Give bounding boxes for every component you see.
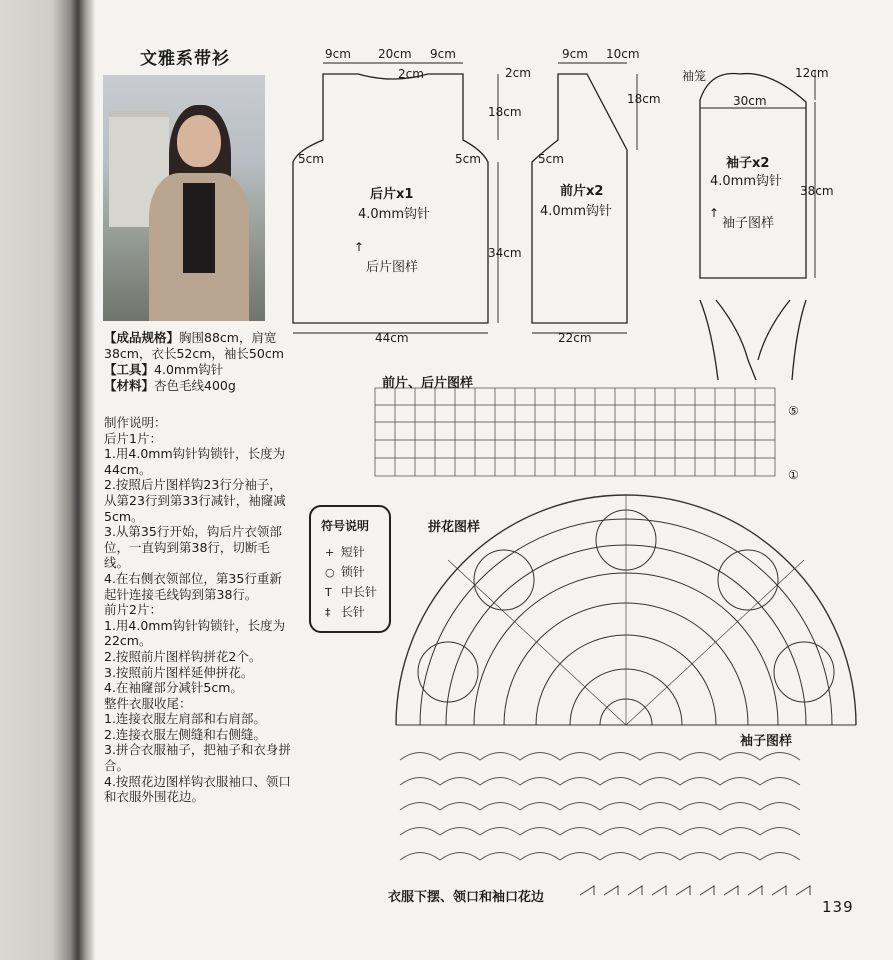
instruction-line: 3.按照前片图样延伸拼花。 [104, 664, 254, 680]
legend-item: + 短针 [325, 545, 365, 559]
double-crochet-icon: ‡ [325, 606, 331, 619]
instruction-line: 4.按照花边图样钩衣服袖口、领口和衣服外围花边。 [104, 773, 291, 805]
sleeve-piece-name: 袖子x2 [726, 156, 770, 171]
instructions-heading: 制作说明： [104, 415, 167, 430]
dim-label: 44cm [375, 331, 409, 345]
instruction-line: 前片2片： [104, 602, 162, 618]
material-text: 杏色毛线400g [154, 378, 236, 393]
dim-label: 38cm [800, 184, 834, 198]
size-label: 【成品规格】 [104, 330, 180, 345]
body-stitch-chart [375, 388, 775, 476]
dim-label: 18cm [627, 92, 661, 106]
dim-label: 2cm [398, 67, 424, 81]
tools-text: 4.0mm钩针 [154, 362, 224, 377]
body-chart-title: 前片、后片图样 [382, 376, 474, 391]
edging-chart [580, 886, 810, 895]
dim-label: 18cm [488, 105, 522, 119]
dim-label: 5cm [455, 152, 481, 166]
instruction-line: 整件衣服收尾： [104, 695, 192, 711]
sleeve-chart-title: 袖子图样 [740, 734, 793, 749]
edging-title: 衣服下摆、领口和袖口花边 [388, 890, 545, 905]
back-piece-needle: 4.0mm钩针 [358, 207, 431, 222]
row-marker-5: ⑤ [788, 404, 799, 418]
legend-item: T 中长针 [325, 585, 377, 599]
single-crochet-icon: + [325, 546, 335, 559]
dim-label: 9cm [325, 47, 351, 61]
garment-sketch [700, 300, 806, 380]
instruction-line: 后片1片： [104, 430, 162, 446]
back-piece-name: 后片x1 [370, 187, 414, 202]
dim-label: 20cm [378, 47, 412, 61]
dim-label: 10cm [606, 47, 640, 61]
dim-label: 22cm [558, 331, 592, 345]
legend-item: ‡ 长针 [325, 605, 365, 619]
instruction-line: 1.用4.0mm钩针钩锁针，长度为22cm。 [104, 617, 286, 649]
instruction-line: 2.按照后片图样钩23行分袖子，从第23行到第33行减针，袖窿减5cm。 [104, 477, 286, 524]
motif-chart-title: 拼花图样 [428, 520, 481, 535]
dim-label: 34cm [488, 246, 522, 260]
instruction-line: 3.拼合衣服袖子，把袖子和衣身拼合。 [104, 742, 291, 774]
instruction-line: 1.用4.0mm钩针钩锁针，长度为44cm。 [104, 446, 286, 477]
half-double-icon: T [325, 586, 332, 599]
page-title: 文雅系带衫 [140, 49, 230, 69]
dim-label: 9cm [430, 47, 456, 61]
sleeve-needle: 4.0mm钩针 [710, 174, 783, 189]
dim-label: 30cm [733, 94, 767, 108]
tools-label: 【工具】 [104, 362, 155, 377]
back-chart-arrow-label: 后片图样 [366, 260, 419, 275]
material-label: 【材料】 [104, 378, 155, 393]
instruction-line: 4.在右侧衣领部位，第35行重新起针连接毛线钩到第38行。 [104, 570, 282, 602]
instruction-line: 4.在袖窿部分减针5cm。 [104, 680, 243, 696]
page-number: 139 [822, 898, 854, 916]
legend-item: ○ 锁针 [325, 565, 365, 579]
instruction-line: 2.按照前片图样钩拼花2个。 [104, 648, 262, 664]
front-piece-name: 前片x2 [560, 184, 604, 199]
sleeve-chart-arrow-label: 袖子图样 [722, 216, 775, 231]
dim-label: 9cm [562, 47, 588, 61]
front-piece-needle: 4.0mm钩针 [540, 204, 613, 219]
chain-icon: ○ [325, 566, 335, 579]
instruction-line: 2.连接衣服左侧缝和右侧缝。 [104, 726, 266, 742]
legend-title: 符号说明 [321, 519, 370, 533]
row-marker-1: ① [788, 468, 799, 482]
dim-label: 12cm [795, 66, 829, 80]
dim-label: 5cm [298, 152, 324, 166]
instruction-line: 1.连接衣服左肩部和右肩部。 [104, 711, 266, 727]
dim-label: 5cm [538, 152, 564, 166]
size-text: 胸围88cm，肩宽38cm，衣长52cm，袖长50cm [104, 330, 284, 361]
instruction-line: 3.从第35行开始，钩后片衣领部位，一直钩到第38行，切断毛线。 [104, 524, 282, 571]
sleeve-stitch-chart [400, 753, 800, 861]
dim-label: 2cm [505, 66, 531, 80]
up-arrow-icon: ↑ [709, 206, 720, 220]
up-arrow-icon: ↑ [354, 240, 365, 254]
armhole-label: 袖笼 [682, 69, 707, 83]
